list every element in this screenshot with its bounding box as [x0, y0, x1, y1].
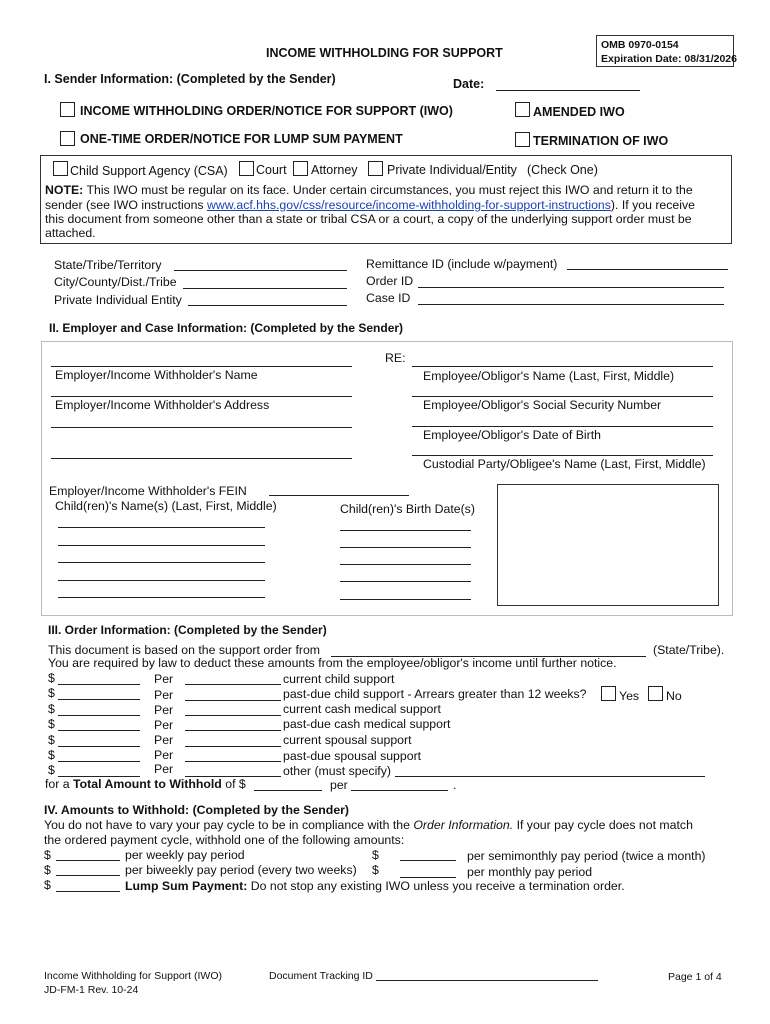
amended-iwo-checkbox[interactable]: [515, 102, 530, 117]
footer-form-name: Income Withholding for Support (IWO): [44, 970, 222, 982]
child-dob-field-4[interactable]: [340, 581, 471, 582]
total-amount-field[interactable]: [254, 790, 322, 791]
amount-field-3[interactable]: [58, 715, 140, 716]
note-text-2a: sender (see IWO instructions: [45, 198, 204, 212]
weekly-amount-field[interactable]: [56, 860, 120, 861]
amended-iwo-label: AMENDED IWO: [533, 105, 625, 119]
section2-heading: II. Employer and Case Information: (Completed by the Sender): [49, 321, 404, 335]
dollar-sign: $: [48, 748, 55, 762]
total-period-dot: .: [453, 778, 457, 792]
notes-box[interactable]: [497, 484, 719, 606]
note-label: NOTE:: [45, 183, 84, 197]
semimonthly-label: per semimonthly pay period (twice a month): [467, 849, 706, 863]
per-label: Per: [154, 672, 174, 686]
order-id-label: Order ID: [366, 274, 414, 288]
amount-field-5[interactable]: [58, 746, 140, 747]
period-field-5[interactable]: [185, 746, 281, 747]
note-line-1: [45, 183, 693, 197]
private-entity-field[interactable]: [188, 305, 347, 306]
period-field-3[interactable]: [185, 715, 281, 716]
state-tribe-label: State/Tribe/Territory: [54, 258, 162, 272]
item-current-child-support: current child support: [283, 672, 395, 686]
iwo-label: INCOME WITHHOLDING ORDER/NOTICE FOR SUPPORT (IWO): [80, 104, 453, 118]
dollar-sign: $: [44, 863, 51, 877]
city-county-field[interactable]: [183, 288, 347, 289]
arrears-yes-label: Yes: [619, 689, 640, 703]
private-label: Private Individual/Entity: [387, 163, 517, 177]
expiration-date: Expiration Date: 08/31/2026: [601, 53, 737, 65]
dollar-sign: $: [48, 733, 55, 747]
private-entity-label: Private Individual Entity: [54, 293, 182, 307]
total-period-field[interactable]: [351, 790, 448, 791]
iwo-instructions-link[interactable]: www.acf.hhs.gov/css/resource/income-withholding-for-support-instructions: [206, 198, 611, 212]
period-field-6[interactable]: [185, 761, 281, 762]
custodial-party-field[interactable]: [412, 455, 713, 456]
child-name-field-4[interactable]: [58, 580, 265, 581]
dollar-sign: $: [44, 878, 51, 892]
custodial-party-label: Custodial Party/Obligee's Name (Last, First, Middle): [423, 457, 706, 471]
child-name-field-1[interactable]: [58, 527, 265, 528]
dollar-sign: $: [372, 863, 379, 877]
one-time-checkbox[interactable]: [60, 131, 75, 146]
omb-number: OMB 0970-0154: [601, 39, 679, 51]
footer-form-id: JD-FM-1 Rev. 10-24: [44, 984, 139, 996]
support-order-line: This document is based on the support order from: [48, 643, 321, 657]
note-text-1: This IWO must be regular on its face. Under certain circumstances, you must reject this IWO and return it to the: [86, 183, 693, 197]
amount-field-2[interactable]: [58, 699, 140, 700]
csa-checkbox[interactable]: [53, 161, 68, 176]
children-names-label: Child(ren)'s Name(s) (Last, First, Middle): [55, 499, 277, 513]
document-tracking-field[interactable]: [376, 980, 598, 981]
document-tracking-label: Document Tracking ID: [269, 970, 373, 982]
period-field-1[interactable]: [185, 684, 281, 685]
employee-ssn-field[interactable]: [412, 396, 713, 397]
biweekly-label: per biweekly pay period (every two weeks): [125, 863, 357, 877]
court-checkbox[interactable]: [239, 161, 254, 176]
item-past-due-spousal: past-due spousal support: [283, 749, 422, 763]
arrears-no-label: No: [666, 689, 682, 703]
attorney-checkbox[interactable]: [293, 161, 308, 176]
case-id-field[interactable]: [418, 304, 724, 305]
note-line-3: this document from someone other than a state or tribal CSA or a court, a copy of the underlying support order must be: [45, 212, 692, 226]
order-id-field[interactable]: [418, 287, 724, 288]
fein-label: Employer/Income Withholder's FEIN: [49, 484, 247, 498]
pay-cycle-text-1b: If your pay cycle does not match: [516, 818, 693, 832]
dollar-sign: $: [44, 848, 51, 862]
employee-name-label: Employee/Obligor's Name (Last, First, Middle): [423, 369, 675, 383]
child-dob-field-5[interactable]: [340, 599, 471, 600]
total-per: per: [330, 778, 348, 792]
period-field-4[interactable]: [185, 730, 281, 731]
children-dob-label: Child(ren)'s Birth Date(s): [340, 502, 475, 516]
employee-dob-field[interactable]: [412, 426, 713, 427]
dollar-sign: $: [48, 671, 55, 685]
note-text-2b: ). If you receive: [610, 198, 695, 212]
fein-field[interactable]: [269, 495, 409, 496]
dollar-sign: $: [48, 686, 55, 700]
semimonthly-amount-field[interactable]: [400, 860, 456, 861]
page-number: Page 1 of 4: [668, 971, 722, 983]
arrears-yes-checkbox[interactable]: [601, 686, 616, 701]
employer-address-field-3[interactable]: [51, 458, 352, 459]
lump-sum-text: Do not stop any existing IWO unless you receive a termination order.: [250, 879, 625, 893]
per-label: Per: [154, 748, 174, 762]
other-specify-field[interactable]: [395, 776, 705, 777]
section4-heading: IV. Amounts to Withhold: (Completed by the Sender): [44, 803, 350, 817]
total-of: of $: [225, 777, 246, 791]
deduct-line: You are required by law to deduct these amounts from the employee/obligor's income until further notice.: [48, 656, 617, 670]
remittance-id-label: Remittance ID (include w/payment): [366, 257, 558, 271]
termination-checkbox[interactable]: [515, 132, 530, 147]
child-name-field-2[interactable]: [58, 545, 265, 546]
item-current-spousal: current spousal support: [283, 733, 412, 747]
employer-name-label: Employer/Income Withholder's Name: [55, 368, 258, 382]
per-label: Per: [154, 762, 174, 776]
state-tribe-field[interactable]: [174, 270, 347, 271]
employee-ssn-label: Employee/Obligor's Social Security Number: [423, 398, 662, 412]
child-dob-field-1[interactable]: [340, 530, 471, 531]
lump-sum-amount-field[interactable]: [56, 891, 120, 892]
employer-name-field[interactable]: [51, 366, 352, 367]
check-one-hint: (Check One): [527, 163, 598, 177]
city-county-label: City/County/Dist./Tribe: [54, 275, 177, 289]
employer-address-field-1[interactable]: [51, 396, 352, 397]
amount-field-1[interactable]: [58, 684, 140, 685]
employer-address-label: Employer/Income Withholder's Address: [55, 398, 270, 412]
item-current-cash-medical: current cash medical support: [283, 702, 441, 716]
dollar-sign: $: [48, 702, 55, 716]
employer-address-field-2[interactable]: [51, 427, 352, 428]
child-name-field-5[interactable]: [58, 597, 265, 598]
iwo-checkbox[interactable]: [60, 102, 75, 117]
case-id-label: Case ID: [366, 291, 411, 305]
section1-heading: I. Sender Information: (Completed by the Sender): [44, 72, 336, 86]
one-time-label: ONE-TIME ORDER/NOTICE FOR LUMP SUM PAYMENT: [80, 132, 403, 146]
total-label: Total Amount to Withhold: [73, 777, 222, 791]
period-field-2[interactable]: [185, 700, 281, 701]
re-label: RE:: [385, 351, 406, 365]
dollar-sign: $: [372, 848, 379, 862]
pay-cycle-line-1: [44, 818, 693, 832]
employee-name-field[interactable]: [412, 366, 713, 367]
termination-label: TERMINATION OF IWO: [533, 134, 669, 148]
section3-heading: III. Order Information: (Completed by the Sender): [48, 623, 327, 637]
court-label: Court: [256, 163, 287, 177]
total-line: [45, 777, 246, 791]
date-field[interactable]: [496, 90, 640, 91]
dollar-sign: $: [48, 763, 55, 777]
private-checkbox[interactable]: [368, 161, 383, 176]
state-tribe-suffix: (State/Tribe).: [653, 643, 725, 657]
per-label: Per: [154, 703, 174, 717]
amount-field-4[interactable]: [58, 730, 140, 731]
dollar-sign: $: [48, 717, 55, 731]
item-past-due-child-support: past-due child support - Arrears greater than 12 weeks?: [283, 687, 587, 701]
lump-sum-line: [125, 879, 625, 893]
lump-sum-label: Lump Sum Payment:: [125, 879, 248, 893]
weekly-label: per weekly pay period: [125, 848, 245, 862]
per-label: Per: [154, 688, 174, 702]
child-name-field-3[interactable]: [58, 562, 265, 563]
form-title: INCOME WITHHOLDING FOR SUPPORT: [266, 46, 503, 60]
csa-label: Child Support Agency (CSA): [70, 164, 228, 178]
employee-dob-label: Employee/Obligor's Date of Birth: [423, 428, 601, 442]
item-past-due-cash-medical: past-due cash medical support: [283, 717, 451, 731]
item-other: other (must specify): [283, 764, 391, 778]
amount-field-6[interactable]: [58, 761, 140, 762]
monthly-amount-field[interactable]: [400, 877, 456, 878]
child-dob-field-3[interactable]: [340, 564, 471, 565]
monthly-label: per monthly pay period: [467, 865, 593, 879]
order-info-reference: Order Information.: [413, 818, 514, 832]
date-label: Date:: [453, 77, 485, 91]
total-prefix: for a: [45, 777, 70, 791]
pay-cycle-text-1a: You do not have to vary your pay cycle to be in compliance with the: [44, 818, 410, 832]
child-dob-field-2[interactable]: [340, 547, 471, 548]
arrears-no-checkbox[interactable]: [648, 686, 663, 701]
per-label: Per: [154, 718, 174, 732]
pay-cycle-line-2: the ordered payment cycle, withhold one of the following amounts:: [44, 833, 405, 847]
note-line-4: attached.: [45, 226, 96, 240]
note-line-2: [45, 198, 695, 212]
per-label: Per: [154, 733, 174, 747]
biweekly-amount-field[interactable]: [56, 875, 120, 876]
attorney-label: Attorney: [311, 163, 358, 177]
remittance-id-field[interactable]: [567, 269, 728, 270]
